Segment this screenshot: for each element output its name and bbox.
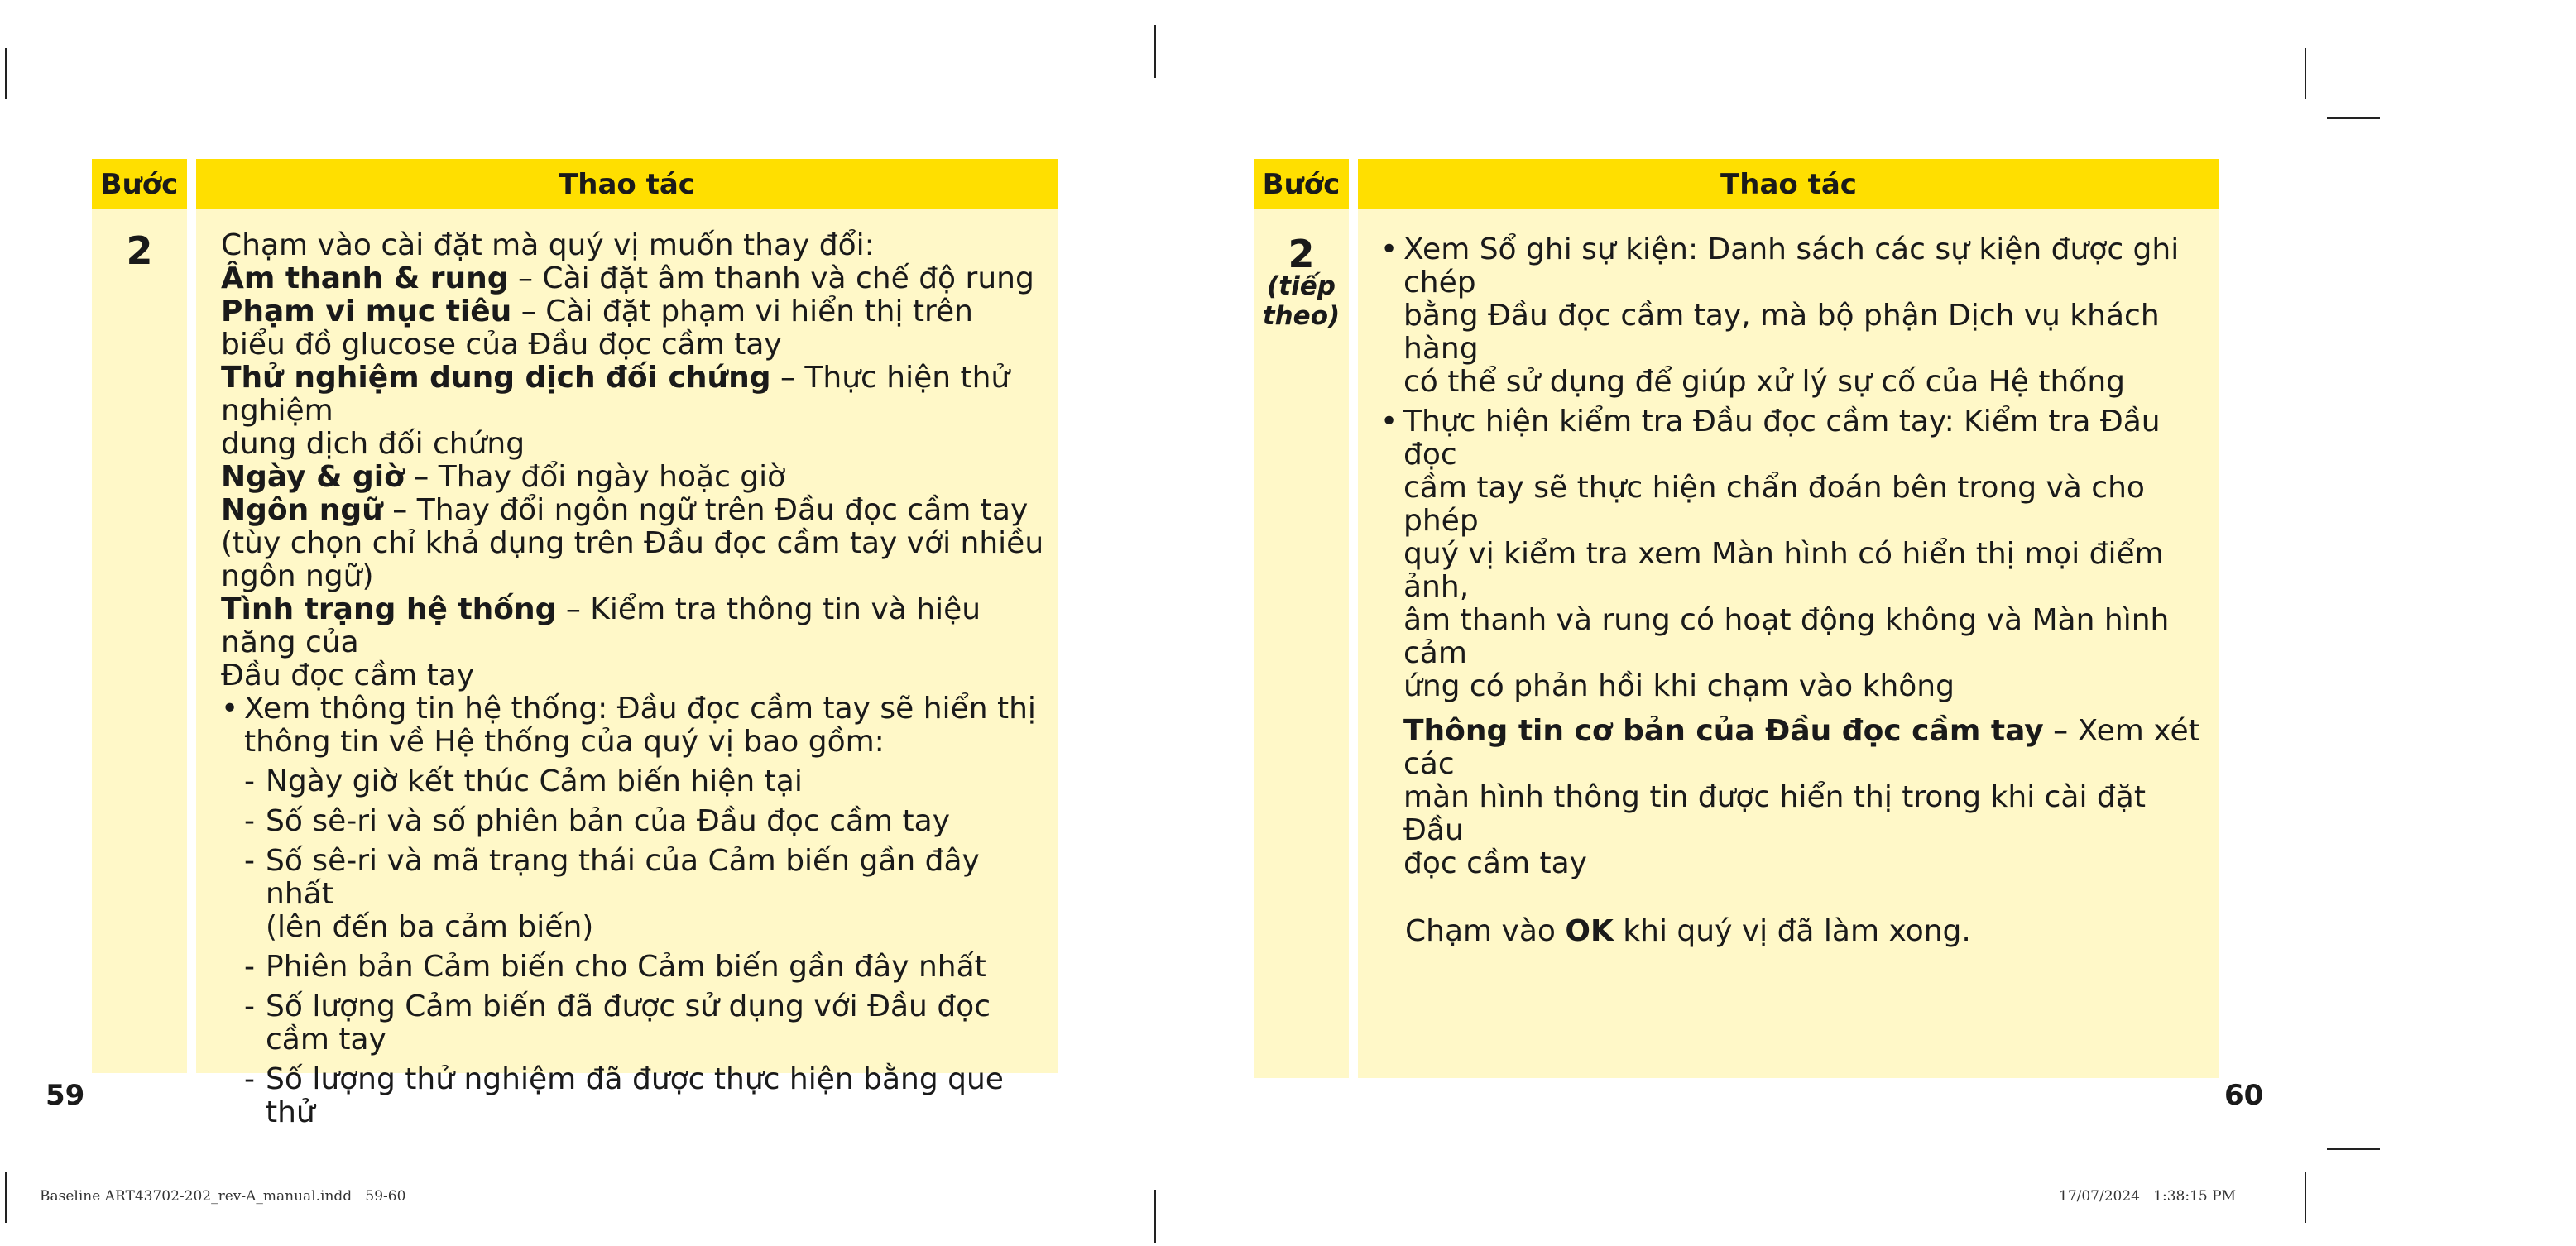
- dash-text: Số sê-ri và mã trạng thái của Cảm biến gần đây nhất: [266, 844, 980, 911]
- dash-item: [221, 1063, 1057, 1129]
- page-number: 60: [2224, 1079, 2264, 1112]
- setting-desc: – Kiểm tra thông tin và hiệu năng của: [221, 592, 981, 659]
- dash-marker: -: [244, 1062, 255, 1096]
- setting-item: [221, 461, 1057, 494]
- bullet-text: âm thanh và rung có hoạt động không và Màn hình cảm: [1403, 603, 2170, 670]
- dash-text: Số sê-ri và số phiên bản của Đầu đọc cầm tay: [266, 804, 951, 838]
- setting-item: [221, 593, 1057, 692]
- dash-text: Số lượng Cảm biến đã được sử dụng với Đầu đọc cầm tay: [266, 990, 991, 1057]
- basic-info-desc: – Xem xét các: [1403, 714, 2200, 781]
- step-number: 2: [126, 228, 153, 273]
- setting-desc: biểu đồ glucose của Đầu đọc cầm tay: [221, 328, 782, 362]
- dash-marker: -: [244, 990, 255, 1023]
- setting-title: Âm thanh & rung: [221, 261, 509, 295]
- crop-mark: [5, 1172, 7, 1223]
- setting-title: Tình trạng hệ thống: [221, 592, 557, 626]
- step-column-header: Bước: [1254, 159, 1349, 209]
- done-instruction: [1405, 915, 2212, 948]
- bullet-item: [1380, 233, 2212, 399]
- done-text: Chạm vào: [1405, 914, 1566, 948]
- dash-item: [221, 765, 1057, 798]
- setting-desc: Đầu đọc cầm tay: [221, 659, 475, 692]
- bullet-text: thông tin về Hệ thống của quý vị bao gồm:: [244, 725, 885, 759]
- bullet-item: [221, 692, 1057, 759]
- bullet-text: Thực hiện kiểm tra Đầu đọc cầm tay: Kiểm tra Đầu đọc: [1403, 405, 2161, 472]
- setting-desc: dung dịch đối chứng: [221, 427, 525, 461]
- crop-mark: [2305, 48, 2306, 99]
- crop-mark: [2305, 1172, 2306, 1223]
- setting-item: [221, 362, 1057, 461]
- dash-item: [221, 845, 1057, 944]
- dash-text: Ngày giờ kết thúc Cảm biến hiện tại: [266, 764, 803, 798]
- setting-desc: – Thay đổi ngày hoặc giờ: [404, 460, 786, 494]
- step-continued-text: (tiếp: [1267, 271, 1336, 301]
- dash-item: [221, 951, 1057, 984]
- setting-item: [221, 262, 1057, 295]
- dash-marker: -: [244, 950, 255, 984]
- bullet-text: bằng Đầu đọc cầm tay, mà bộ phận Dịch vụ khách hàng: [1403, 299, 2160, 366]
- page-number: 59: [46, 1079, 85, 1112]
- bullet-text: cầm tay sẽ thực hiện chẩn đoán bên trong và cho phép: [1403, 471, 2145, 538]
- bullet-text: ứng có phản hồi khi chạm vào không: [1403, 669, 1955, 703]
- crop-mark: [2327, 117, 2380, 119]
- crop-mark: [1154, 1190, 1156, 1243]
- setting-title: Thử nghiệm dung dịch đối chứng: [221, 361, 771, 395]
- dash-marker: -: [244, 844, 255, 878]
- basic-info-title: Thông tin cơ bản của Đầu đọc cầm tay: [1403, 714, 2044, 748]
- setting-desc: – Cài đặt âm thanh và chế độ rung: [508, 261, 1034, 295]
- dash-text: Phiên bản Cảm biến cho Cảm biến gần đây nhất: [266, 950, 986, 984]
- basic-info-desc: màn hình thông tin được hiển thị trong khi cài đặt Đầu: [1403, 780, 2146, 847]
- dash-marker: -: [244, 764, 255, 798]
- bullet-text: Xem Sổ ghi sự kiện: Danh sách các sự kiện được ghi chép: [1403, 232, 2180, 300]
- setting-item: [221, 295, 1057, 362]
- dash-text: (lên đến ba cảm biến): [266, 910, 594, 944]
- dash-marker: -: [244, 804, 255, 838]
- setting-desc: (tùy chọn chỉ khả dụng trên Đầu đọc cầm tay với nhiều: [221, 526, 1044, 560]
- setting-title: Ngôn ngữ: [221, 493, 383, 527]
- dash-item: [221, 990, 1057, 1057]
- crop-mark: [2327, 1148, 2380, 1150]
- timestamp-slug: 17/07/2024 1:38:15 PM: [2059, 1188, 2236, 1205]
- file-slug: Baseline ART43702-202_rev-A_manual.indd 59-60: [40, 1188, 406, 1205]
- step-column: [1254, 209, 1349, 1078]
- crop-mark: [1154, 25, 1156, 78]
- bullet-text: có thể sử dụng để giúp xử lý sự cố của Hệ thống: [1403, 365, 2125, 399]
- step-column: [92, 209, 187, 1073]
- setting-desc: – Thực hiện thử nghiệm: [221, 361, 1010, 428]
- crop-mark: [5, 48, 7, 99]
- step-number: 2: [1288, 232, 1315, 276]
- right-action-content: [1380, 233, 2212, 948]
- dash-text: Số lượng thử nghiệm đã được thực hiện bằng que thử: [266, 1062, 1004, 1129]
- step-column-header: Bước: [92, 159, 187, 209]
- step-continued-label: [1254, 271, 1349, 331]
- left-action-content: [221, 229, 1057, 1136]
- done-text: khi quý vị đã làm xong.: [1613, 914, 1971, 948]
- setting-title: Phạm vi mục tiêu: [221, 295, 512, 328]
- ok-label: OK: [1565, 914, 1614, 948]
- setting-item: [221, 494, 1057, 593]
- bullet-text: quý vị kiểm tra xem Màn hình có hiển thị mọi điểm ảnh,: [1403, 537, 2164, 604]
- setting-desc: – Cài đặt phạm vi hiển thị trên: [511, 295, 973, 328]
- action-column-header: Thao tác: [196, 159, 1058, 209]
- setting-desc: – Thay đổi ngôn ngữ trên Đầu đọc cầm tay: [382, 493, 1029, 527]
- basic-info-item: [1403, 715, 2212, 880]
- intro-text: Chạm vào cài đặt mà quý vị muốn thay đổi:: [221, 228, 875, 262]
- setting-title: Ngày & giờ: [221, 460, 405, 494]
- dash-item: [221, 805, 1057, 838]
- setting-desc: ngôn ngữ): [221, 559, 374, 593]
- bullet-text: Xem thông tin hệ thống: Đầu đọc cầm tay sẽ hiển thị: [244, 692, 1036, 726]
- bullet-item: [1380, 405, 2212, 703]
- basic-info-desc: đọc cầm tay: [1403, 846, 1587, 880]
- step-continued-text: theo): [1262, 301, 1341, 331]
- action-column-header: Thao tác: [1358, 159, 2219, 209]
